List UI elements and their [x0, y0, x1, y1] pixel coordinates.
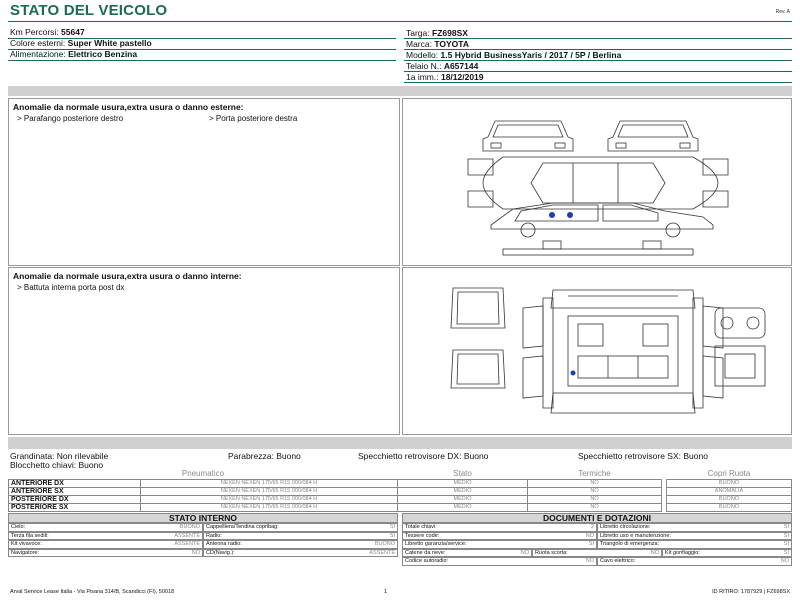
footer-id: ID RITIRO: 1787929 | FZ698SX [712, 589, 790, 595]
documenti-section [402, 513, 792, 566]
esterne-item: > Parafango posteriore destro [17, 114, 124, 123]
detail-label: Kit gonfiaggio: [665, 549, 700, 556]
detail-cell [597, 523, 792, 532]
detail-cell [662, 549, 792, 558]
header-rule [8, 21, 792, 22]
table-row [8, 523, 398, 532]
table-row [402, 549, 792, 558]
specchietto-dx-field: Specchietto retrovisore DX: Buono [358, 451, 489, 461]
car-interior-diagram [403, 268, 793, 436]
detail-value: SI [783, 524, 789, 531]
esterne-panel [8, 98, 400, 266]
table-row [8, 540, 398, 549]
detail-label: Tessere code: [405, 532, 440, 539]
colore-field: Colore esterni: Super White pastello [10, 38, 152, 48]
detail-cell [203, 540, 398, 549]
detail-label: CD(Navig.): [206, 549, 235, 556]
table-row: ANTERIORE DX NEXEN NEXEN 175/65 R15 000/084 H MEDIO NO [9, 479, 662, 487]
interne-panel [8, 267, 400, 435]
detail-cell [597, 532, 792, 541]
tyres-header-pneumatico: Pneumatico [9, 468, 398, 479]
interne-diagram-panel [402, 267, 792, 435]
table-row: ANOMALIA [667, 487, 792, 495]
detail-value: ASSENTE [174, 541, 200, 548]
detail-value: ASSENTE [174, 532, 200, 539]
copri-ruota-table [666, 468, 792, 512]
detail-value: 2 [590, 524, 594, 531]
detail-cell [8, 523, 203, 532]
revision-label: Rev. A [775, 9, 790, 15]
table-row [402, 540, 792, 549]
detail-label: Libretto garanzia/service: [405, 541, 467, 548]
detail-value: SI [588, 541, 594, 548]
stato-interno-section [8, 513, 398, 557]
detail-label: Libretto circolazione: [600, 524, 651, 531]
telaio-field: Telaio N.: A657144 [406, 61, 479, 71]
targa-field: Targa: FZ698SX [406, 28, 468, 38]
marca-field: Marca: TOYOTA [406, 39, 469, 49]
detail-value: NO [585, 558, 594, 565]
modello-field: Modello: 1.5 Hybrid BusinessYaris / 2017 / 5P / Berlina [406, 50, 622, 60]
detail-label: Cielo: [11, 524, 26, 531]
detail-cell [203, 532, 398, 541]
table-row: POSTERIORE DX NEXEN NEXEN 175/65 R15 000/084 H MEDIO NO [9, 495, 662, 503]
stato-interno-title: STATO INTERNO [8, 513, 398, 523]
detail-cell [8, 532, 203, 541]
page-title: STATO DEL VEICOLO [10, 2, 168, 19]
table-row: BUONO [667, 503, 792, 511]
detail-value: SI [783, 549, 789, 556]
detail-value: SI [783, 532, 789, 539]
km-field: Km Percorsi: 55647 [10, 27, 85, 37]
detail-label: Triangolo di emergenza: [600, 541, 660, 548]
detail-label: Libretto uso e manutenzione: [600, 532, 671, 539]
detail-value: SI [783, 541, 789, 548]
table-row [8, 549, 398, 558]
detail-value: NO [585, 532, 594, 539]
detail-value: ASSENTE [369, 549, 395, 556]
detail-cell [532, 549, 662, 558]
detail-label: Radio: [206, 532, 222, 539]
damage-dot [567, 212, 573, 218]
detail-value: NO [520, 549, 529, 556]
detail-cell [203, 549, 398, 558]
detail-value: BUONO [179, 524, 200, 531]
detail-label: Terza fila sedili: [11, 532, 49, 539]
detail-cell [597, 540, 792, 549]
detail-label: Cappelliera/Tendina copribag: [206, 524, 279, 531]
detail-value: NO [650, 549, 659, 556]
footer-page-number: 1 [384, 589, 388, 595]
tyres-header-stato: Stato [398, 468, 528, 479]
esterne-item: > Porta posteriore destra [209, 114, 298, 123]
detail-cell [402, 532, 597, 541]
tyres-header-termiche: Termiche [528, 468, 662, 479]
detail-value: SI [389, 524, 395, 531]
detail-cell [402, 557, 597, 566]
detail-cell [8, 540, 203, 549]
detail-cell [402, 549, 532, 558]
detail-label: Ruota scorta: [535, 549, 568, 556]
footer-address: Arval Service Lease Italia - Via Pisana 314/B, Scandicci (FI), 50018 [10, 589, 175, 595]
interne-title: Anomalie da normale usura,extra usura o danno interne: [13, 271, 242, 281]
esterne-diagram-panel [402, 98, 792, 266]
esterne-title: Anomalie da normale usura,extra usura o danno esterne: [13, 102, 244, 112]
tyres-table [8, 468, 662, 512]
tyres-header-copri: Copri Ruota [667, 468, 792, 479]
blocchetto-field: Blocchetto chiavi: Buono [10, 460, 104, 470]
detail-value: SI [389, 532, 395, 539]
immatricolazione-field: 1a imm.: 18/12/2019 [406, 72, 484, 82]
detail-label: Cavo elettrico: [600, 558, 636, 565]
detail-value: NO [191, 549, 200, 556]
detail-cell [8, 549, 203, 558]
detail-value: NO [780, 558, 789, 565]
damage-dot [549, 212, 555, 218]
car-exterior-diagram [403, 99, 793, 267]
detail-cell [203, 523, 398, 532]
detail-label: Kit vivavoce: [11, 541, 42, 548]
alimentazione-field: Alimentazione: Elettrico Benzina [10, 49, 138, 59]
table-row: BUONO [667, 479, 792, 487]
documenti-title: DOCUMENTI E DOTAZIONI [402, 513, 792, 523]
detail-cell [402, 523, 597, 532]
interne-item: > Battuta interna porta post dx [17, 283, 125, 292]
detail-value: BUONO [374, 541, 395, 548]
detail-cell [402, 540, 597, 549]
detail-label: Codice autoradio: [405, 558, 449, 565]
detail-label: Totale chiavi: [405, 524, 437, 531]
table-row [402, 523, 792, 532]
table-row [8, 532, 398, 541]
section-band [8, 437, 792, 449]
grandinata-field: Grandinata: Non rilevabile [10, 451, 109, 461]
specchietto-sx-field: Specchietto retrovisore SX: Buono [578, 451, 708, 461]
table-row [402, 557, 792, 566]
table-row [402, 532, 792, 541]
detail-label: Catene da neve: [405, 549, 446, 556]
detail-cell [597, 557, 792, 566]
parabrezza-field: Parabrezza: Buono [228, 451, 301, 461]
table-row: POSTERIORE SX NEXEN NEXEN 175/65 R15 000/084 H MEDIO NO [9, 503, 662, 511]
damage-dot [571, 371, 576, 376]
table-row: BUONO [667, 495, 792, 503]
section-band [8, 86, 792, 96]
table-row: ANTERIORE SX NEXEN NEXEN 175/65 R15 000/084 H MEDIO NO [9, 487, 662, 495]
detail-label: Antenna radio: [206, 541, 242, 548]
detail-label: Navigatore: [11, 549, 40, 556]
